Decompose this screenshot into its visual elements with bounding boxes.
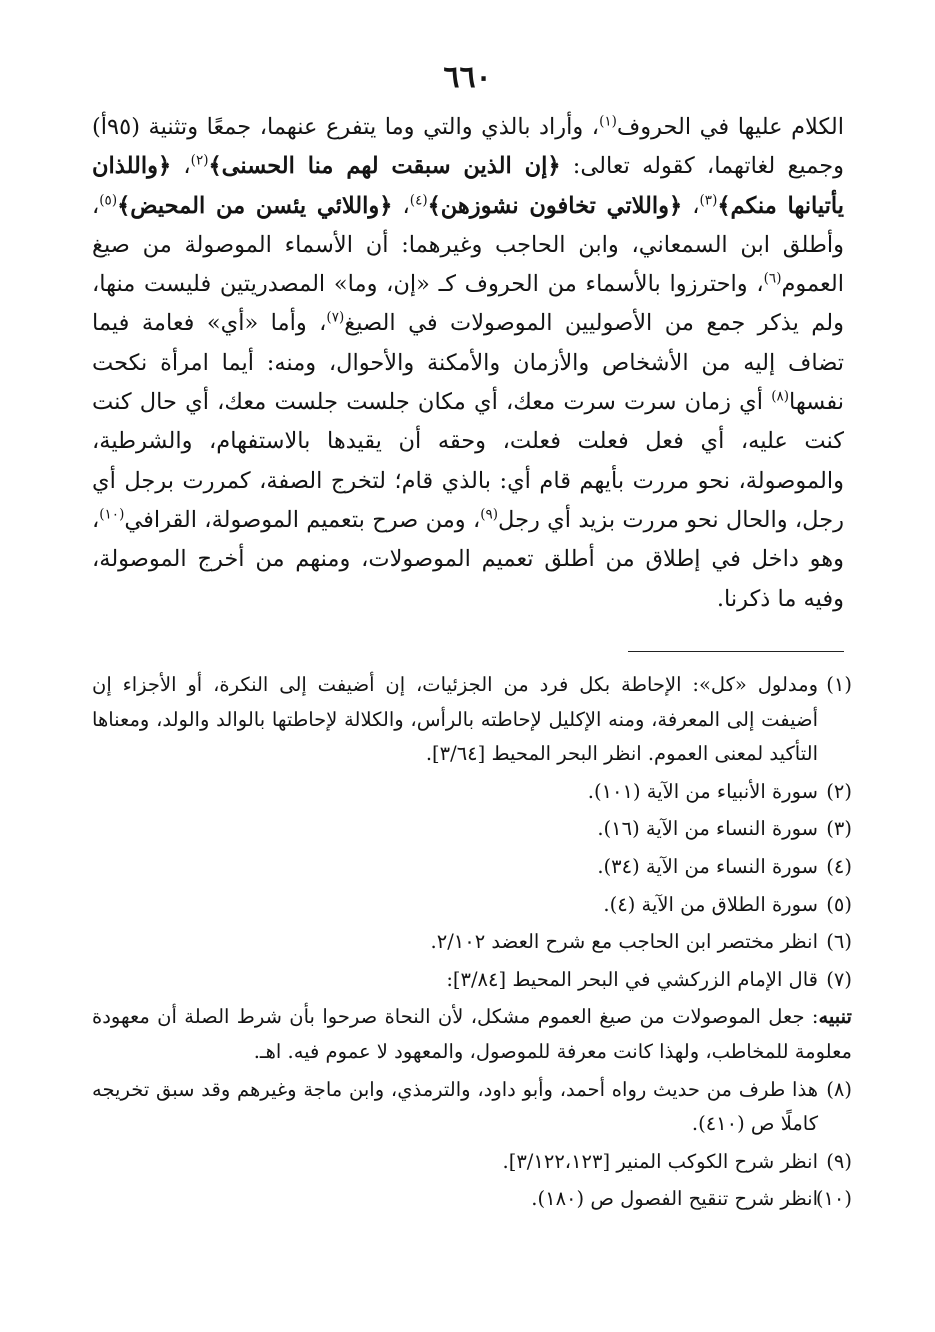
footnote-ref: (٥) bbox=[99, 192, 118, 209]
footnote-number: (٢) bbox=[826, 779, 852, 803]
footnote-ref: (١) bbox=[599, 113, 617, 130]
footnote-text: : جعل الموصولات من صيغ العموم مشكل، لأن النحاة صرحوا بأن شرط الصلة أن معهودة معلومة للمخاطب، ولهذا كانت معرفة للموصول، والمعهود لا عموم فيه. اهـ. bbox=[92, 1005, 852, 1063]
footnote-text: انظر مختصر ابن الحاجب مع شرح العضد ٢/١٠٢. bbox=[430, 930, 818, 954]
footnote-10 bbox=[92, 1182, 852, 1217]
footnote-text: سورة الأنبياء من الآية (١٠١). bbox=[587, 779, 818, 803]
footnote-3 bbox=[92, 812, 852, 847]
footnote-1 bbox=[92, 668, 852, 772]
footnote-ref: (١٠) bbox=[99, 506, 125, 523]
text-segment: الكلام عليها في الحروف bbox=[616, 114, 845, 140]
footnote-number: (١٠) bbox=[815, 1187, 852, 1211]
text-segment: ، bbox=[392, 192, 410, 219]
footnote-text: انظر شرح الكوكب المنير [٣/١٢٢،١٢٣]. bbox=[502, 1149, 818, 1173]
text-segment: أي زمان سرت سرت معك، أي مكان جلست جلست معك، أي حال كنت كنت عليه، أي فعل فعلت فعلت، وحقه أن يقيدها بالاستفهام، والشرطية، والموصولة، نحو مررت بأيهم قام أي: بالذي قام؛ لتخرج الصفة، كمررت برجل أي رجل، والحال نحو مررت بزيد أي رجل bbox=[92, 389, 844, 533]
footnote-6 bbox=[92, 925, 852, 960]
footnote-ref: (٢) bbox=[190, 152, 209, 169]
text-segment: ، bbox=[682, 192, 700, 219]
main-text bbox=[92, 108, 844, 619]
text-segment: ، وأما «أي» فعامة فيما تضاف إليه من الأشخاص والأزمان والأمكنة والأحوال، ومنه: أيما امرأة نكحت نفسها bbox=[92, 310, 844, 416]
quran-verse: ﴿واللاتي تخافون نشوزهن﴾ bbox=[427, 192, 683, 219]
footnote-text: قال الإمام الزركشي في البحر المحيط [٣/٨٤]: bbox=[446, 967, 818, 991]
footnote-7-quote bbox=[92, 1000, 852, 1069]
footnote-number: (٦) bbox=[826, 930, 852, 954]
footnote-number: (٩) bbox=[826, 1149, 852, 1173]
text-segment: ، وأراد بالذي والتي وما يتفرع عنهما، جمعًا وتثنية (٩٥أ) وجميع لغاتهما، كقوله تعالى: bbox=[92, 114, 844, 180]
text-segment: ، وأطلق ابن السمعاني، وابن الحاجب وغيرهما: أن الأسماء الموصولة من صيغ العموم bbox=[92, 192, 844, 298]
text-segment: ، ومن صرح بتعميم الموصولة، القرافي bbox=[124, 506, 481, 533]
text-segment: ، واحترزوا بالأسماء من الحروف كـ «إن، وما» المصدريتين فليست منها، ولم يذكر جمع من الأصوليين الموصولات في الصيغ bbox=[92, 271, 845, 337]
footnote-9 bbox=[92, 1145, 852, 1180]
footnote-number: (٣) bbox=[826, 817, 852, 841]
note-label: تنبيه bbox=[818, 1005, 852, 1029]
footnote-ref: (٧) bbox=[326, 309, 345, 326]
page-number: ٦٦٠ bbox=[443, 60, 492, 95]
footnote-text: سورة النساء من الآية (٣٤). bbox=[597, 854, 818, 878]
footnote-number: (١) bbox=[826, 673, 852, 696]
text-segment: ، bbox=[171, 153, 191, 180]
footnote-separator bbox=[628, 651, 844, 652]
main-paragraph bbox=[92, 108, 844, 619]
footnote-2 bbox=[92, 775, 852, 810]
footnote-5 bbox=[92, 888, 852, 923]
footnote-number: (٥) bbox=[826, 892, 852, 916]
footnote-text: ومدلول «كل»: الإحاطة بكل فرد من الجزئيات، إن أضيفت إلى النكرة، أو الأجزاء إن أضيفت إلى المعرفة، ومنه الإكليل لإحاطته بالرأس، والكلالة لإحاطتها بالوالد والولد، ومعناها التأكيد لمعنى العموم. انظر البحر المحيط [٣/٦٤]. bbox=[92, 673, 818, 766]
footnote-ref: (٣) bbox=[699, 192, 718, 209]
footnote-number: (٧) bbox=[826, 967, 852, 991]
footnotes bbox=[92, 668, 852, 1220]
quran-verse: ﴿واللذان يأتيانها منكم﴾ bbox=[92, 153, 845, 219]
footnote-ref: (٩) bbox=[480, 506, 499, 523]
footnote-text: هذا طرف من حديث رواه أحمد، وأبو داود، والترمذي، وابن ماجة وغيرهم وقد سبق تخريجه كاملًا ص (٤١٠). bbox=[92, 1077, 818, 1136]
footnote-number: (٨) bbox=[826, 1077, 852, 1101]
quran-verse: ﴿واللائي يئسن من المحيض﴾ bbox=[117, 192, 393, 219]
footnote-4 bbox=[92, 850, 852, 885]
footnote-ref: (٤) bbox=[409, 192, 428, 209]
footnote-ref: (٨) bbox=[771, 388, 790, 405]
footnote-text: انظر شرح تنقيح الفصول ص (١٨٠). bbox=[531, 1187, 818, 1211]
footnote-ref: (٦) bbox=[763, 270, 782, 287]
footnote-7 bbox=[92, 963, 852, 998]
text-segment: ، وهو داخل في إطلاق من أطلق تعميم الموصولات، ومنهم من أخرج الموصولة، وفيه ما ذكرنا. bbox=[92, 506, 844, 612]
footnote-8 bbox=[92, 1073, 852, 1142]
quran-verse: ﴿إن الذين سبقت لهم منا الحسنى﴾ bbox=[208, 153, 561, 180]
footnote-text: سورة النساء من الآية (١٦). bbox=[597, 817, 818, 841]
footnote-text: سورة الطلاق من الآية (٤). bbox=[603, 892, 818, 916]
footnote-number: (٤) bbox=[826, 854, 852, 878]
